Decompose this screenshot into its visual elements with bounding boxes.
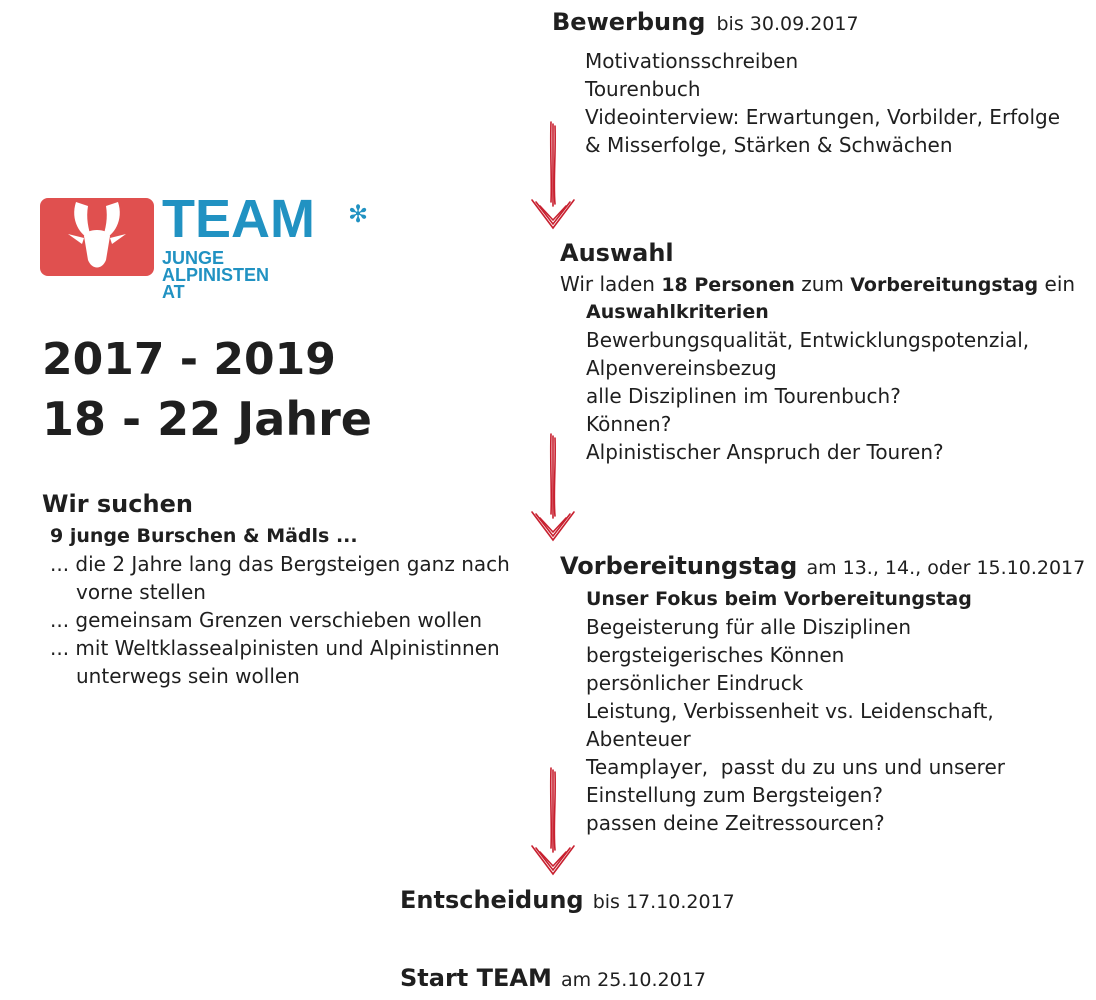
list-item: ... gemeinsam Grenzen verschieben wollen — [50, 608, 483, 632]
ibex-head-icon — [40, 198, 154, 276]
vorbereitungstag-title: Vorbereitungstag — [560, 552, 798, 580]
list-item: ... die 2 Jahre lang das Bergsteigen ganz nach — [50, 552, 510, 576]
auswahl-intro-event: Vorbereitungstag — [850, 274, 1039, 296]
bewerbung-title: Bewerbung — [552, 8, 706, 36]
auswahl-intro-text: Wir laden — [560, 272, 662, 296]
list-item: Teamplayer, passt du zu uns und unserer — [586, 755, 1005, 779]
list-item: Können? — [586, 412, 672, 436]
period-years: 2017 - 2019 — [42, 334, 336, 385]
entscheidung-date: bis 17.10.2017 — [592, 891, 735, 913]
search-list — [50, 550, 510, 690]
edelweiss-icon: ✻ — [348, 200, 369, 228]
list-item: Leistung, Verbissenheit vs. Leidenschaft, — [586, 699, 994, 723]
vorbereitungstag-header — [560, 552, 1085, 580]
vorbereitungstag-list — [586, 613, 1005, 837]
list-item: persönlicher Eindruck — [586, 671, 804, 695]
auswahl-intro-count: 18 Personen — [661, 274, 795, 296]
list-item: Alpenvereinsbezug — [586, 356, 777, 380]
entscheidung-header — [400, 886, 735, 914]
list-item: Alpinistischer Anspruch der Touren? — [586, 440, 944, 464]
period-ages: 18 - 22 Jahre — [42, 392, 372, 446]
logo — [40, 189, 385, 314]
list-item: alle Disziplinen im Tourenbuch? — [586, 384, 901, 408]
auswahl-list — [586, 326, 1029, 466]
list-item: passen deine Zeitressourcen? — [586, 811, 885, 835]
down-arrow-icon — [528, 120, 578, 232]
start-title: Start TEAM — [400, 964, 552, 992]
logo-line-3: AT — [162, 282, 185, 302]
list-item: Abenteuer — [586, 727, 691, 751]
down-arrow-icon — [528, 766, 578, 878]
list-item: Videointerview: Erwartungen, Vorbilder, Erfolge — [585, 105, 1060, 129]
list-item: bergsteigerisches Können — [586, 643, 845, 667]
list-item: Tourenbuch — [585, 77, 701, 101]
list-item: ... mit Weltklassealpinisten und Alpinistinnen — [50, 636, 500, 660]
list-item: Bewerbungsqualität, Entwicklungspotenzial, — [586, 328, 1030, 352]
bewerbung-date: bis 30.09.2017 — [716, 13, 859, 35]
list-item: unterwegs sein wollen — [76, 664, 300, 688]
search-subheading: 9 junge Burschen & Mädls ... — [50, 525, 358, 547]
logo-line-1: JUNGE — [162, 248, 225, 268]
auswahl-intro-text: zum — [794, 272, 851, 296]
down-arrow-icon — [528, 432, 578, 544]
list-item: & Misserfolge, Stärken & Schwächen — [585, 133, 953, 157]
vorbereitungstag-focus-title: Unser Fokus beim Vorbereitungstag — [586, 588, 972, 610]
bewerbung-list — [585, 47, 1060, 159]
auswahl-criteria-title: Auswahlkriterien — [586, 301, 769, 323]
start-date: am 25.10.2017 — [560, 969, 706, 991]
logo-line-2: ALPINISTEN — [162, 265, 270, 285]
list-item: vorne stellen — [76, 580, 206, 604]
search-heading: Wir suchen — [42, 490, 193, 518]
entscheidung-title: Entscheidung — [400, 886, 584, 914]
bewerbung-header — [552, 8, 859, 36]
list-item: Begeisterung für alle Disziplinen — [586, 615, 911, 639]
vorbereitungstag-date: am 13., 14., oder 15.10.2017 — [806, 557, 1086, 579]
start-header — [400, 964, 706, 992]
logo-title: TEAM — [162, 189, 315, 249]
list-item: Motivationsschreiben — [585, 49, 799, 73]
auswahl-intro-text: ein — [1038, 272, 1076, 296]
auswahl-intro — [560, 270, 1075, 299]
auswahl-title: Auswahl — [560, 239, 674, 267]
list-item: Einstellung zum Bergsteigen? — [586, 783, 883, 807]
